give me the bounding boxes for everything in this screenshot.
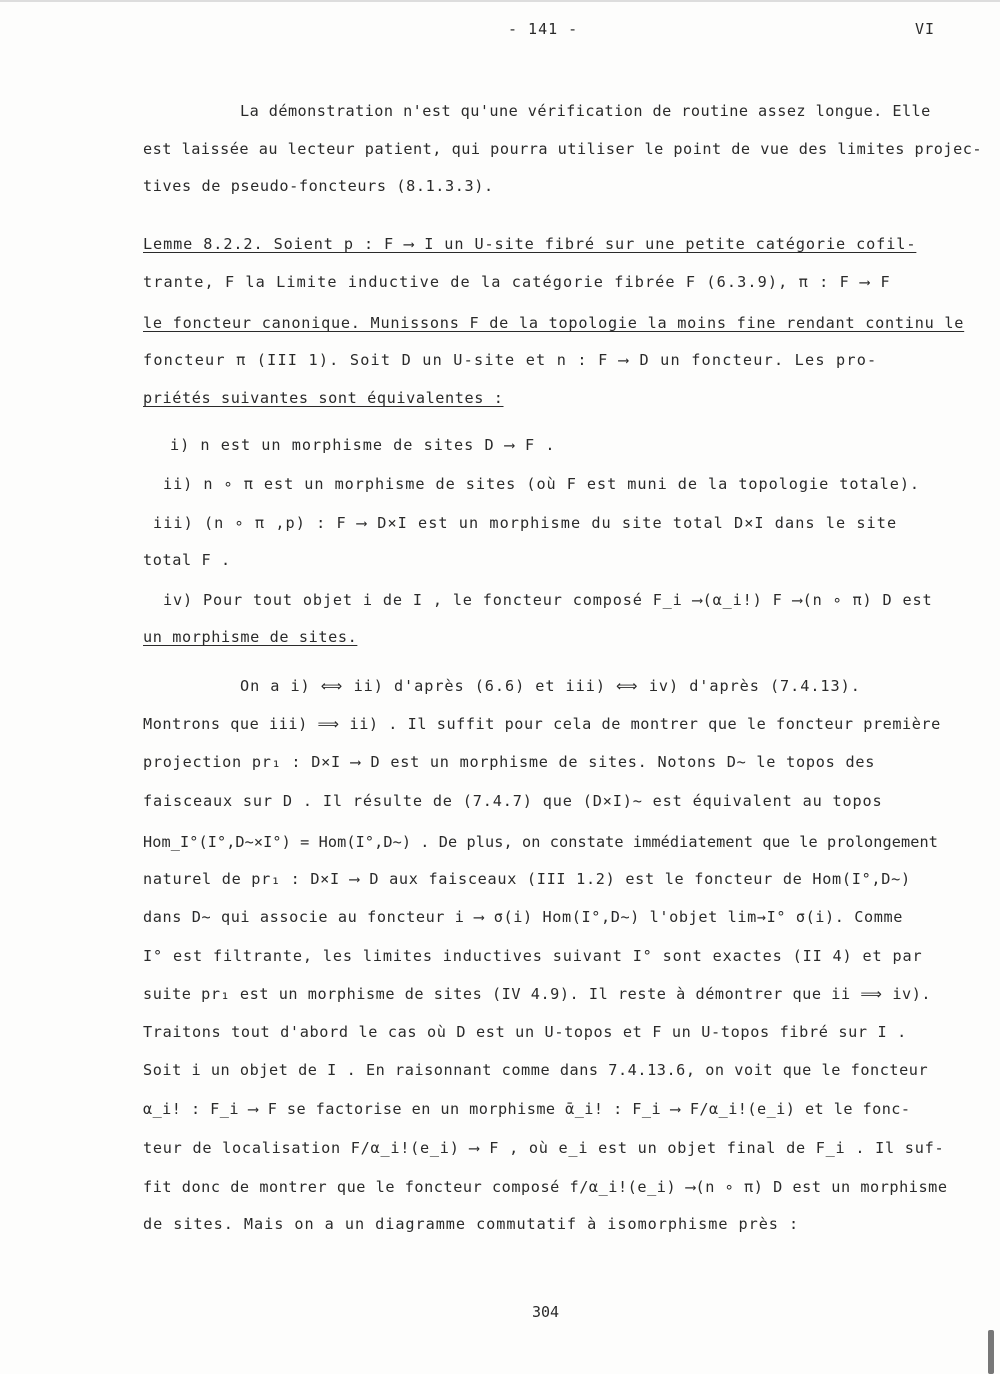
page-number: 304	[532, 1303, 560, 1321]
proof-line: α_i! : F_i ⟶ F se factorise en un morphisme ᾱ_i! : F_i ⟶ F/α_i!(e_i) et le fonc-	[143, 1100, 911, 1118]
proof-line: naturel de pr₁ : D×I ⟶ D aux faisceaux (III 1.2) est le foncteur de Hom(I°,D~)	[143, 870, 911, 888]
proof-line: teur de localisation F/α_i!(e_i) ⟶ F , où e_i est un objet final de F_i . Il suf-	[143, 1139, 945, 1157]
page-top-edge	[0, 0, 1000, 2]
lemma-statement-line: foncteur π (III 1). Soit D un U-site et n : F ⟶ D un foncteur. Les pro-	[143, 351, 878, 369]
proof-line: Traitons tout d'abord le cas où D est un U-topos et F un U-topos fibré sur I .	[143, 1023, 907, 1041]
text-line: La démonstration n'est qu'une vérification de routine assez longue. Elle	[240, 102, 931, 120]
proof-line: On a i) ⟺ ii) d'après (6.6) et iii) ⟺ iv) d'après (7.4.13).	[240, 677, 861, 695]
lemma-statement-line: Lemme 8.2.2. Soient p : F ⟶ I un U-site fibré sur une petite catégorie cofil-	[143, 235, 917, 253]
condition-ii: ii) n ∘ π est un morphisme de sites (où F est muni de la topologie totale).	[163, 475, 921, 493]
condition-iii: iii) (n ∘ π ,p) : F ⟶ D×I est un morphisme du site total D×I dans le site	[153, 514, 898, 532]
proof-line: projection pr₁ : D×I ⟶ D est un morphisme de sites. Notons D~ le topos des	[143, 753, 876, 771]
lemma-statement-line: le foncteur canonique. Munissons F de la topologie la moins fine rendant continu le	[143, 314, 965, 332]
lemma-statement-line: priétés suivantes sont équivalentes :	[143, 389, 504, 407]
proof-line: Hom_I°(I°,D~×I°) = Hom(I°,D~) . De plus, on constate immédiatement que le prolongement	[143, 833, 938, 851]
proof-line: dans D~ qui associe au foncteur i ⟶ σ(i) Hom(I°,D~) l'objet lim→I° σ(i). Comme	[143, 908, 904, 926]
proof-line: Soit i un objet de I . En raisonnant comme dans 7.4.13.6, on voit que le foncteur	[143, 1061, 929, 1079]
proof-line: I° est filtrante, les limites inductives suivant I° sont exactes (II 4) et par	[143, 947, 923, 965]
chapter-label: VI	[915, 20, 936, 38]
proof-line: suite pr₁ est un morphisme de sites (IV 4.9). Il reste à démontrer que ii ⟹ iv).	[143, 985, 932, 1003]
condition-iv: iv) Pour tout objet i de I , le foncteur composé F_i ⟶(α_i!) F ⟶(n ∘ π) D est	[163, 591, 933, 609]
lemma-statement-line: trante, F la Limite inductive de la catégorie fibrée F (6.3.9), π : F ⟶ F	[143, 273, 891, 291]
proof-line: de sites. Mais on a un diagramme commutatif à isomorphisme près :	[143, 1215, 800, 1233]
condition-i: i) n est un morphisme de sites D ⟶ F .	[170, 436, 556, 454]
scan-binding-mark	[988, 1330, 994, 1374]
proof-line: fit donc de montrer que le foncteur composé f/α_i!(e_i) ⟶(n ∘ π) D est un morphisme	[143, 1178, 948, 1196]
page-label: - 141 -	[508, 20, 579, 38]
condition-iii-cont: total F .	[143, 551, 231, 569]
condition-iv-cont: un morphisme de sites.	[143, 628, 358, 646]
proof-line: faisceaux sur D . Il résulte de (7.4.7) que (D×I)~ est équivalent au topos	[143, 792, 883, 810]
text-line: est laissée au lecteur patient, qui pourra utiliser le point de vue des limites projec-	[143, 140, 982, 158]
proof-line: Montrons que iii) ⟹ ii) . Il suffit pour cela de montrer que le foncteur première	[143, 715, 941, 733]
text-line: tives de pseudo-foncteurs (8.1.3.3).	[143, 177, 494, 195]
